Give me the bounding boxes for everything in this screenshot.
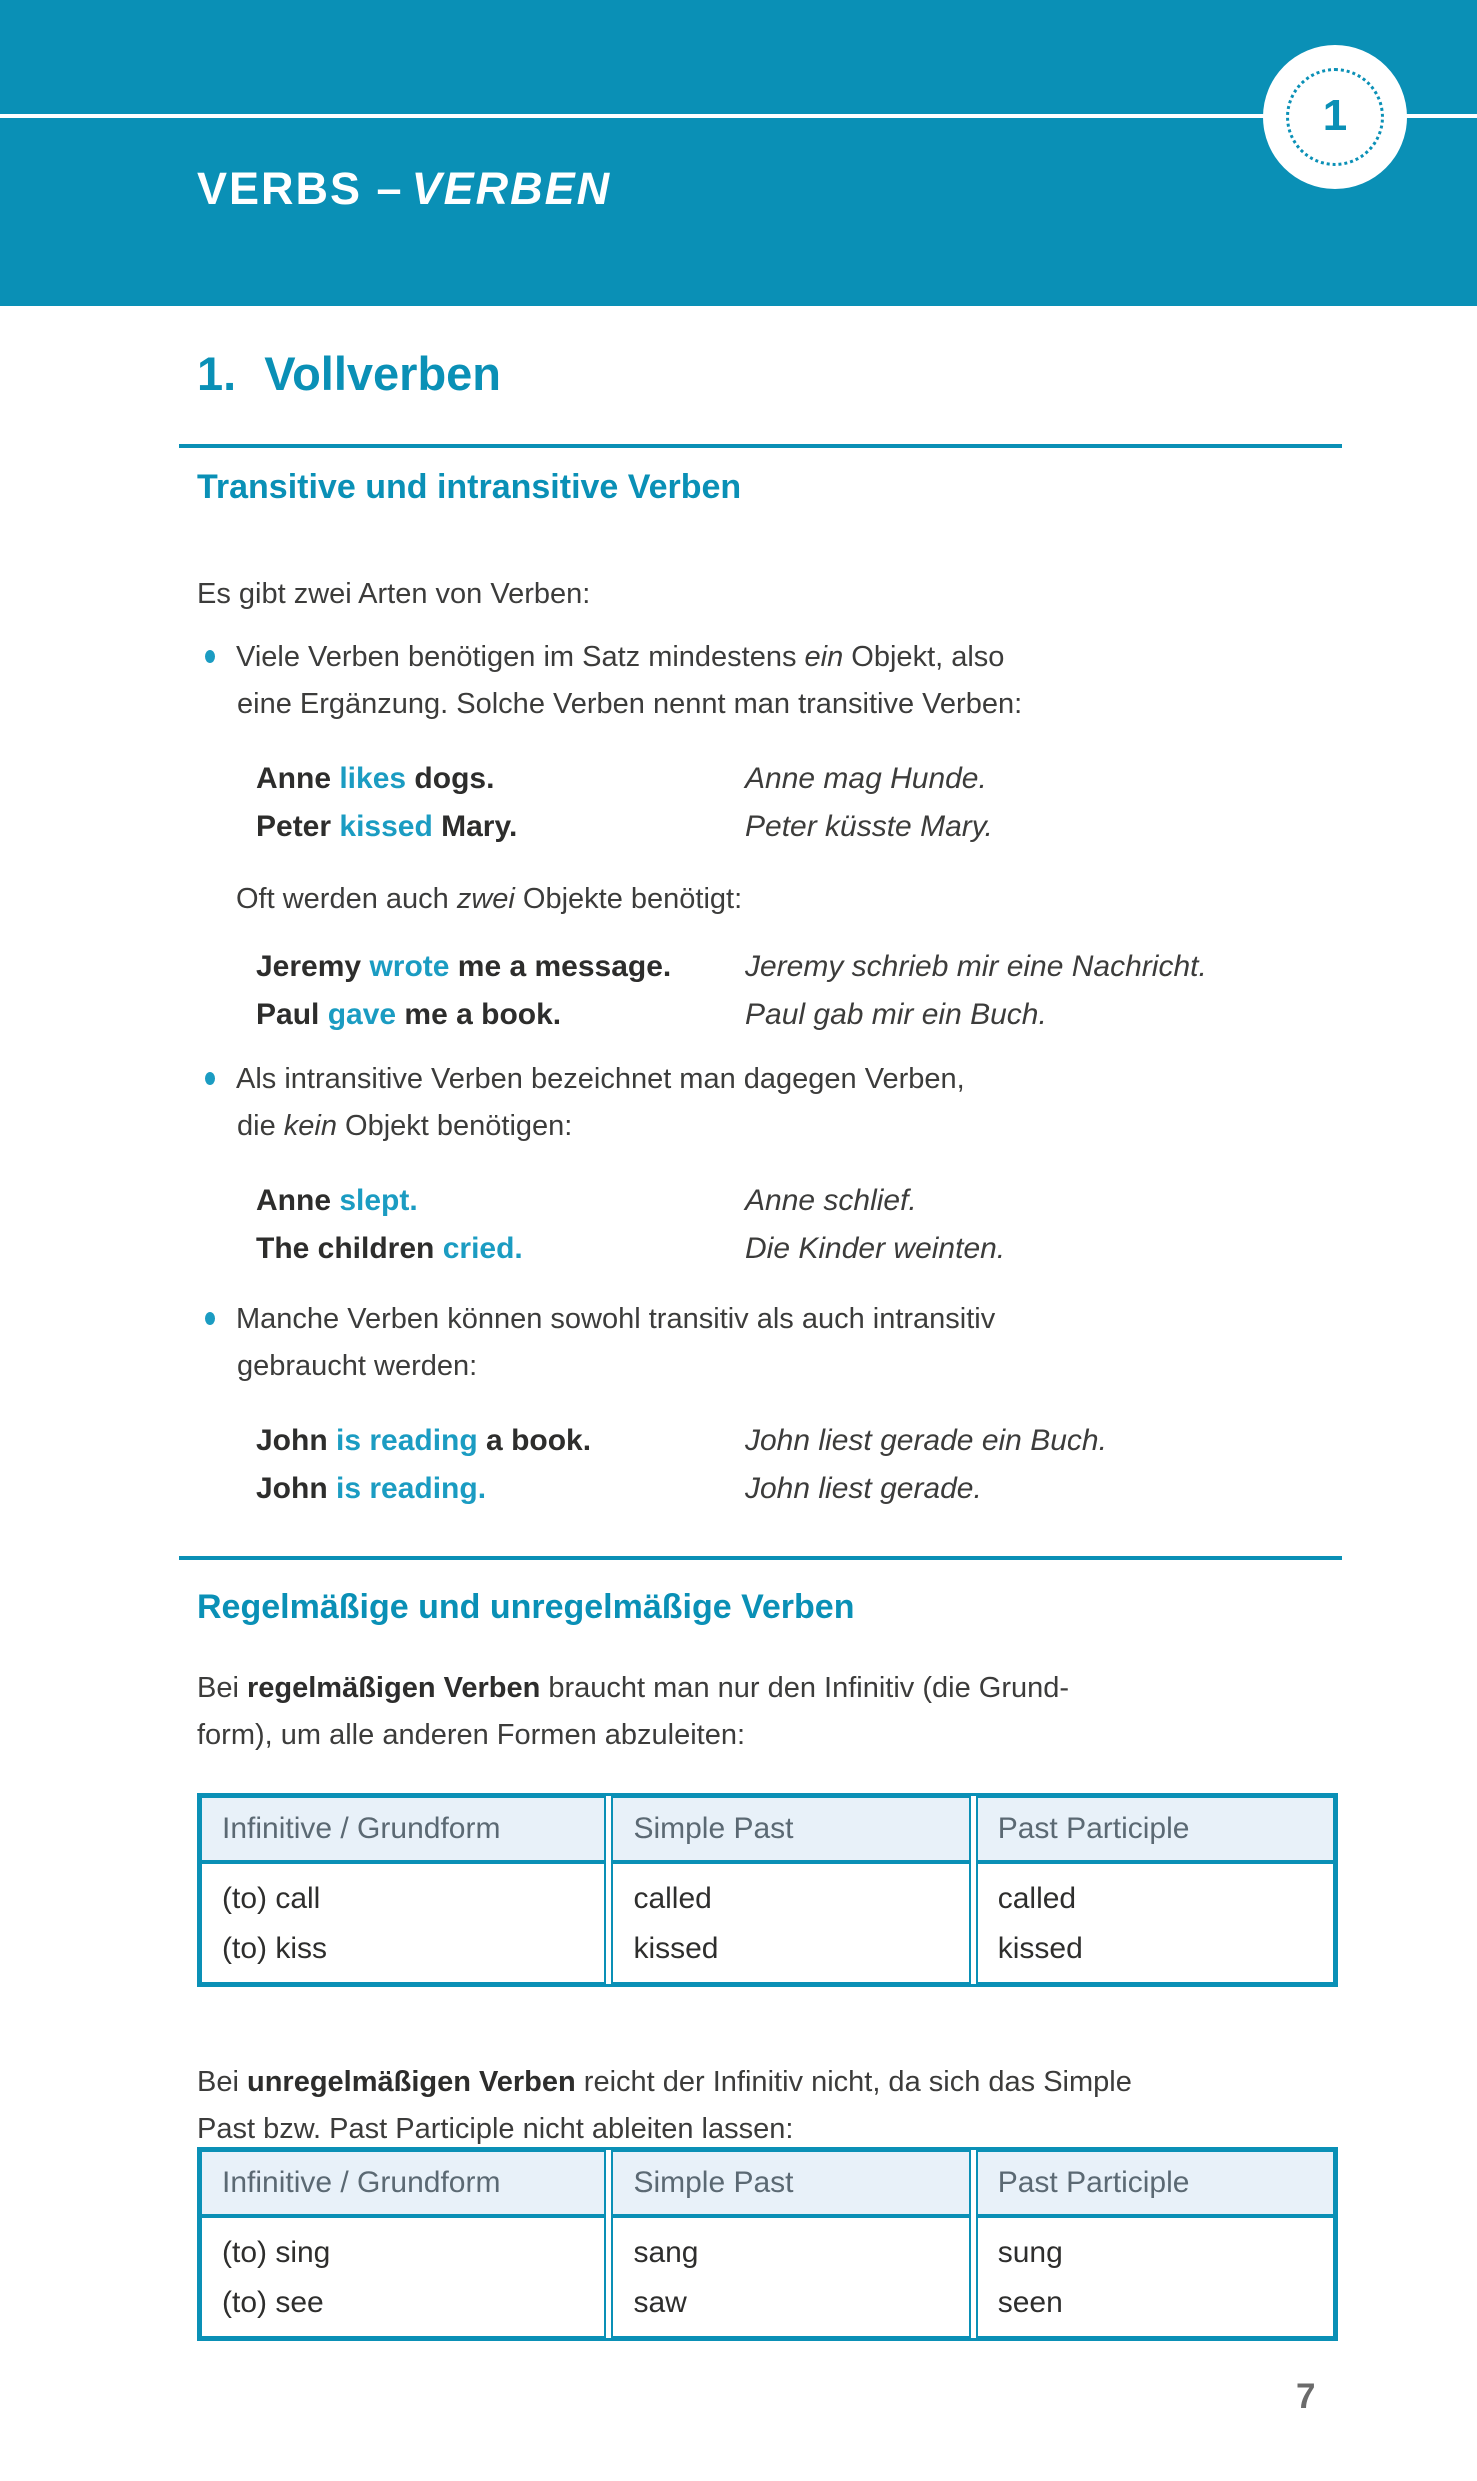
paragraph-irregular-verbs xyxy=(197,2059,1132,2153)
subsection-title-regular-irregular: Regelmäßige und unregelmäßige Verben xyxy=(197,1588,855,1626)
table-header-cell-past-participle: Past Participle xyxy=(976,2150,1335,2216)
chapter-number-badge xyxy=(1263,45,1407,189)
example-block-both-uses xyxy=(256,1417,1107,1513)
intro-text: Es gibt zwei Arten von Verben: xyxy=(197,578,591,610)
example-sentence-en: Jeremy wrote me a message. xyxy=(256,950,672,983)
example-sentence-en: Peter kissed Mary. xyxy=(256,810,518,843)
table-cell-line: (to) kiss xyxy=(222,1932,327,1965)
bullet-line xyxy=(197,634,1022,681)
example-sentence-en: John is reading. xyxy=(256,1472,487,1505)
table-cell-line: sung xyxy=(997,2236,1063,2269)
bullet-dot xyxy=(205,650,215,663)
note-two-objects: Oft werden auch zwei Objekte benötigt: xyxy=(236,883,743,915)
example-block-intransitive xyxy=(256,1177,1005,1273)
bullet-line xyxy=(197,1056,965,1103)
table-cell-infinitive xyxy=(200,1862,606,1984)
paragraph-line: Bei unregelmäßigen Verben reicht der Infinitiv nicht, da sich das Simple xyxy=(197,2066,1132,2098)
bullet-text: Viele Verben benötigen im Satz mindestens ein Objekt, also xyxy=(236,641,1005,673)
example-sentence-en: Anne slept. xyxy=(256,1184,418,1217)
table-cell-line: (to) sing xyxy=(222,2236,331,2269)
example-sentence-de: Die Kinder weinten. xyxy=(745,1232,1006,1265)
bullet-item-intransitive xyxy=(197,1056,965,1150)
paragraph-regular-verbs xyxy=(197,1665,1069,1759)
table-cell-past-participle xyxy=(976,1862,1335,1984)
table-cell-line: sang xyxy=(633,2236,699,2269)
section-heading xyxy=(197,346,501,401)
section-number: 1. xyxy=(197,347,237,400)
paragraph-line: Bei regelmäßigen Verben braucht man nur den Infinitiv (die Grund- xyxy=(197,1672,1070,1704)
example-block-transitive xyxy=(256,755,993,851)
divider-rule-2 xyxy=(179,1556,1342,1560)
example-sentence-en: Paul gave me a book. xyxy=(256,998,562,1031)
irregular-verbs-table xyxy=(197,2147,1338,2341)
example-sentence-de: John liest gerade. xyxy=(745,1472,982,1505)
chapter-title-en: VERBS – xyxy=(197,163,404,214)
table-cell-simple-past xyxy=(611,1862,970,1984)
example-sentence-de: Jeremy schrieb mir eine Nachricht. xyxy=(745,950,1207,983)
example-sentence-en: John is reading a book. xyxy=(256,1424,592,1457)
table-cell-infinitive xyxy=(200,2216,606,2338)
chapter-header-band xyxy=(0,0,1477,306)
bullet-text: eine Ergänzung. Solche Verben nennt man transitive Verben: xyxy=(237,688,1023,720)
table-cell-line: (to) call xyxy=(222,1882,321,1915)
section-title: Vollverben xyxy=(264,347,502,400)
table-header-cell-infinitive: Infinitive / Grundform xyxy=(200,2150,606,2216)
table-cell-line: called xyxy=(997,1882,1077,1915)
table-header-cell-past-participle: Past Participle xyxy=(976,1796,1335,1862)
table-cell-line: kissed xyxy=(997,1932,1083,1965)
table-cell-simple-past xyxy=(611,2216,970,2338)
bullet-text: gebraucht werden: xyxy=(237,1350,478,1382)
table-cell-line: (to) see xyxy=(222,2286,324,2319)
bullet-item-transitive xyxy=(197,634,1022,728)
bullet-item-both-uses xyxy=(197,1296,995,1390)
table-cell-line: saw xyxy=(633,2286,687,2319)
chapter-badge-dotted-ring xyxy=(1286,68,1384,166)
subsection-title-transitive: Transitive und intransitive Verben xyxy=(197,468,742,506)
table-header-cell-simple-past: Simple Past xyxy=(611,1796,970,1862)
example-block-two-objects xyxy=(256,943,1207,1039)
bullet-text: Als intransitive Verben bezeichnet man dagegen Verben, xyxy=(236,1063,965,1095)
paragraph-line: Past bzw. Past Participle nicht ableiten lassen: xyxy=(197,2113,794,2145)
example-sentence-de: Anne schlief. xyxy=(745,1184,917,1217)
table-cell-line: called xyxy=(633,1882,712,1915)
paragraph-line: form), um alle anderen Formen abzuleiten: xyxy=(197,1719,746,1751)
table-cell-line: seen xyxy=(997,2286,1063,2319)
bullet-text: die kein Objekt benötigen: xyxy=(237,1110,573,1142)
table-header-cell-simple-past: Simple Past xyxy=(611,2150,970,2216)
example-sentence-en: The children cried. xyxy=(256,1232,523,1265)
example-sentence-de: Anne mag Hunde. xyxy=(745,762,987,795)
example-sentence-en: Anne likes dogs. xyxy=(256,762,495,795)
bullet-dot xyxy=(205,1072,215,1085)
chapter-title xyxy=(197,163,611,215)
example-sentence-de: John liest gerade ein Buch. xyxy=(745,1424,1107,1457)
bullet-text: Manche Verben können sowohl transitiv als auch intransitiv xyxy=(236,1303,996,1335)
bullet-line xyxy=(197,1296,995,1343)
table-cell-line: kissed xyxy=(633,1932,719,1965)
chapter-title-de: VERBEN xyxy=(411,163,612,214)
example-sentence-de: Paul gab mir ein Buch. xyxy=(745,998,1047,1031)
table-cell-past-participle xyxy=(976,2216,1335,2338)
bullet-dot xyxy=(205,1312,215,1325)
divider-rule-1 xyxy=(179,444,1342,448)
chapter-number: 1 xyxy=(1322,91,1348,140)
regular-verbs-table xyxy=(197,1793,1338,1987)
header-rule xyxy=(0,114,1477,118)
example-sentence-de: Peter küsste Mary. xyxy=(745,810,993,843)
page-number: 7 xyxy=(1296,2377,1316,2416)
table-header-cell-infinitive: Infinitive / Grundform xyxy=(200,1796,606,1862)
